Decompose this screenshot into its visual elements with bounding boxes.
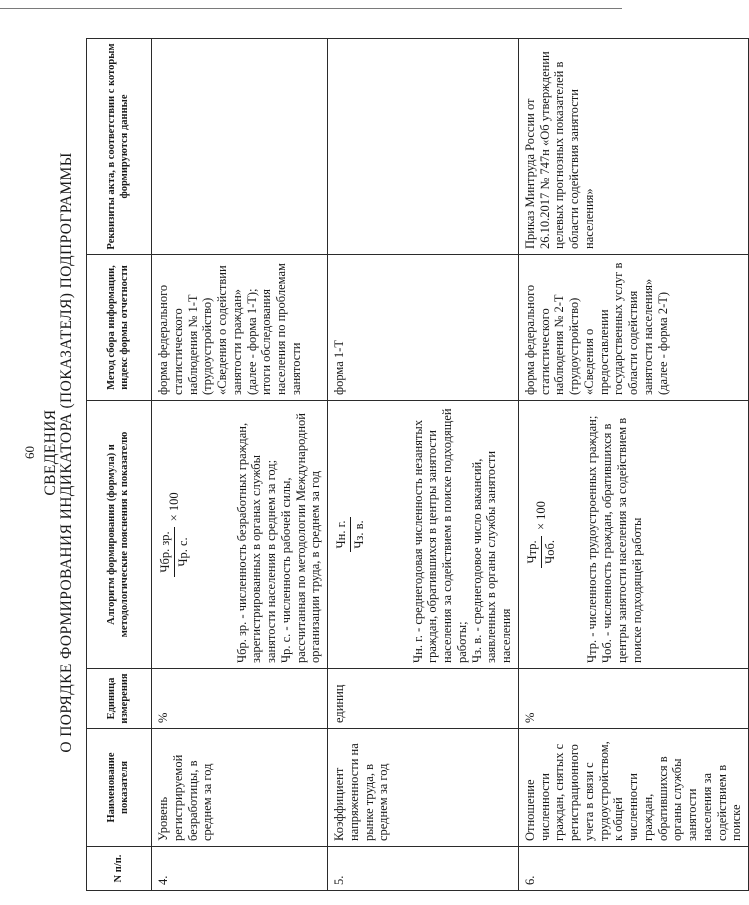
formula-denominator: Чоб.: [542, 540, 557, 564]
definition: Чтр. - численность трудоустроенных граждан;: [585, 415, 600, 663]
formula-numerator: Чн. г.: [334, 517, 351, 553]
cell-num: 6.: [518, 847, 748, 891]
formula-numerator: Чбр. зр.: [158, 527, 175, 576]
cell-algorithm: [328, 401, 519, 669]
document-subtitle: О ПОРЯДКЕ ФОРМИРОВАНИЯ ИНДИКАТОРА (ПОКАЗАТЕЛЯ) ПОДПРОГРАММЫ: [58, 152, 75, 753]
definition: Чоб. - численность граждан, обратившихся в центры занятости населения за содействием в поиске подходящей работы: [600, 417, 644, 663]
header-name: Наименование показателя: [87, 729, 152, 847]
table-row: [152, 39, 328, 891]
cell-method: форма 1-Т: [328, 255, 519, 401]
cell-name: Отношение численности граждан, снятых с регистрационного учета в связи с трудоустройством, к общей численности граждан, обратившихся в органы службы занятости населения за содействием в поиске: [518, 729, 748, 847]
formula-multiplier: × 100: [166, 492, 181, 522]
cell-unit: %: [518, 669, 748, 729]
cell-algorithm: [152, 401, 328, 669]
cell-requisites: [328, 39, 519, 255]
formula: [334, 406, 367, 663]
cell-num: 4.: [152, 847, 328, 891]
header-unit: Единица измерения: [87, 669, 152, 729]
definition: Чр. с. - численность рабочей силы, рассчитанная по методологии Международной организации труда, в среднем за год: [278, 413, 323, 663]
table-header-row: [87, 39, 152, 891]
cell-name: Уровень регистрируемой безработицы, в среднем за год: [152, 729, 328, 847]
formula: [525, 406, 558, 663]
cell-unit: %: [152, 669, 328, 729]
document-title: СВЕДЕНИЯ: [42, 409, 59, 496]
formula-numerator: Чтр.: [525, 536, 542, 567]
cell-unit: единиц: [328, 669, 519, 729]
definition: Чз. в. - среднегодовое число вакансий, заявленных в органы службы занятости населения: [469, 450, 513, 663]
formula-denominator: Чр. с.: [175, 537, 190, 567]
formula: [158, 406, 191, 663]
indicator-table: [86, 38, 749, 891]
formula-denominator: Чз. в.: [351, 520, 366, 549]
table-row: [518, 39, 748, 891]
cell-algorithm: [518, 401, 748, 669]
definition: Чн. г. - среднегодовая численность незанятых граждан, обратившихся в центры занятости населения за содействием в поиске подходящей работы;: [410, 408, 469, 663]
cell-name: Коэффициент напряженности на рынке труда, в среднем за год: [328, 729, 519, 847]
cell-requisites: Приказ Минтруда России от 26.10.2017 № 747н «Об утверждении целевых прогнозных показателей в области содействия занятости населения»: [518, 39, 748, 255]
definition: Чбр. зр. - численность безработных граждан, зарегистрированных в органах службы занятости населения в среднем за год;: [234, 422, 278, 663]
page-number: 60: [22, 446, 37, 459]
formula-multiplier: × 100: [533, 501, 548, 531]
cell-requisites: [152, 39, 328, 255]
header-requisites: Реквизиты акта, в соответствии с которым формируются данные: [87, 39, 152, 255]
cell-num: 5.: [328, 847, 519, 891]
header-algorithm: Алгоритм формирования (формула) и методологические пояснения к показателю: [87, 401, 152, 669]
header-method: Метод сбора информации, индекс формы отчетности: [87, 255, 152, 401]
cell-method: форма федерального статистического наблюдения № 2-Т (трудоустройство) «Сведения о предоставлении государственных услуг в области содействия занятости населения» (далее - форма 2-Т): [518, 255, 748, 401]
header-num: N п/п.: [87, 847, 152, 891]
table-row: [328, 39, 519, 891]
cell-method: форма федерального статистического наблюдения № 1-Т (трудоустройство) «Сведения о содействии занятости граждан» (далее - форма 1-Т); итоги обследования населения по проблемам занятости: [152, 255, 328, 401]
